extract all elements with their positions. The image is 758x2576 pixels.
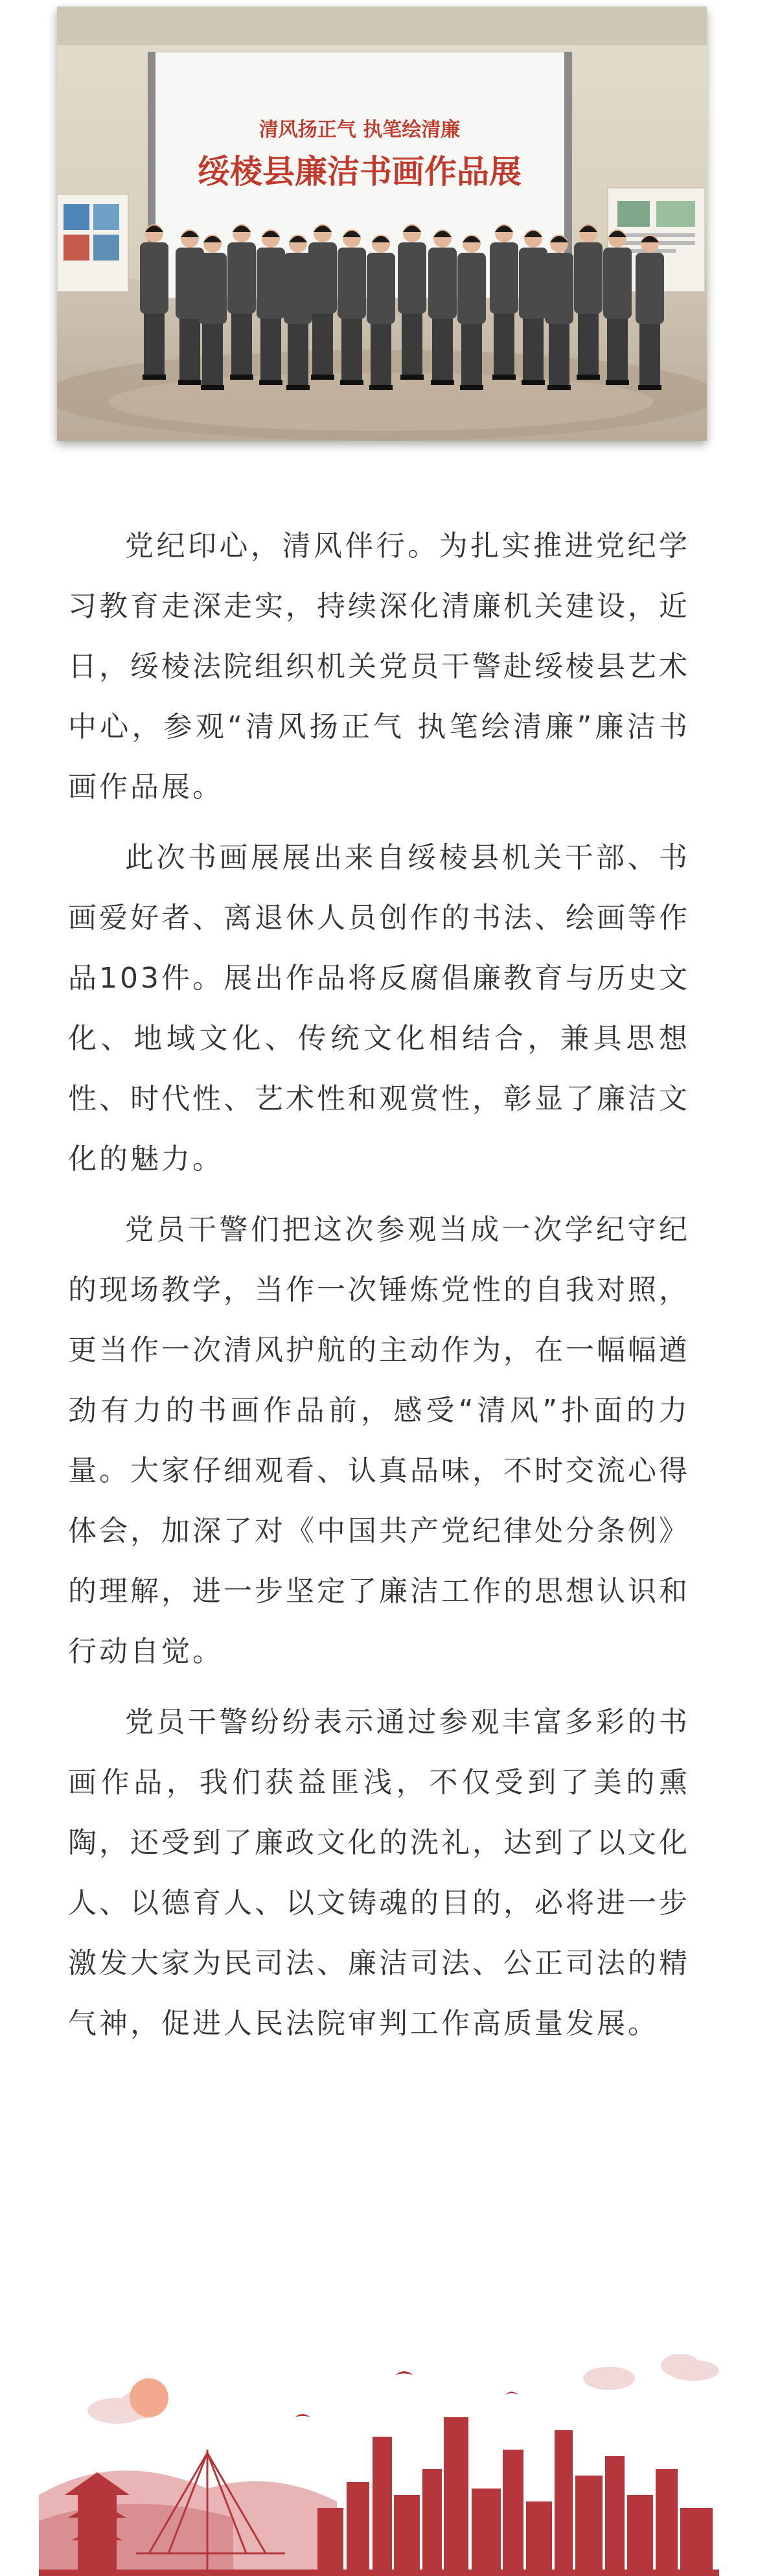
banner-slogan: 清风扬正气 执笔绘清廉 (258, 119, 461, 141)
left-display-board (57, 194, 128, 292)
building-icon (317, 2417, 713, 2576)
staff-member (308, 224, 337, 380)
staff-member (428, 229, 457, 385)
staff-member (457, 235, 486, 390)
article-paragraph: 此次书画展展出来自绥棱县机关干部、书画爱好者、离退休人员创作的书法、绘画等作品103件。展出作品将反腐倡廉教育与历史文化、地域文化、传统文化相结合，兼具思想性、时代性、艺术性和观赏性，彰显了廉洁文化的魅力。 (68, 841, 690, 1176)
staff-member (257, 229, 285, 385)
staff-member (367, 235, 395, 390)
staff-member (198, 235, 227, 390)
bird-icon (295, 2371, 518, 2417)
cloud-decoration (87, 2354, 719, 2424)
city-skyline-decoration (39, 2339, 719, 2576)
staff-group (140, 224, 664, 390)
article-paragraph: 党员干警们把这次参观当成一次学纪守纪的现场教学，当作一次锤炼党性的自我对照，更当作一次清风护航的主动作为，在一幅幅遒劲有力的书画作品前，感受“清风”扑面的力量。大家仔细观看、认真品味，不时交流心得体会，加深了对《中国共产党纪律处分条例》的理解，进一步坚定了廉洁工作的思想认识和行动自觉。 (68, 1213, 690, 1668)
staff-member (519, 229, 547, 385)
sun-icon (130, 2378, 168, 2417)
article-paragraph: 党员干警纷纷表示通过参观丰富多彩的书画作品，我们获益匪浅，不仅受到了美的熏陶，还受到了廉政文化的洗礼，达到了以文化人、以德育人、以文铸魂的目的，必将进一步激发大家为民司法、廉洁司法、公正司法的精气神，促进人民法院审判工作高质量发展。 (68, 1706, 690, 2040)
group-photo (57, 6, 707, 441)
staff-member (140, 224, 168, 380)
article-paragraph: 党纪印心，清风伴行。为扎实推进党纪学习教育走深走实，持续深化清廉机关建设，近日，绥棱法院组织机关党员干警赴绥棱县艺术中心，参观“清风扬正气 执笔绘清廉”廉洁书画作品展。 (68, 529, 690, 804)
staff-member (490, 224, 518, 380)
staff-member (284, 235, 312, 390)
staff-member (636, 235, 664, 390)
staff-member (338, 229, 366, 385)
banner-title: 绥棱县廉洁书画作品展 (198, 152, 522, 191)
staff-member (545, 235, 573, 390)
staff-member (603, 229, 632, 385)
article-body (68, 516, 690, 2064)
staff-member (574, 224, 603, 380)
staff-member (398, 224, 426, 380)
staff-member (227, 224, 256, 380)
